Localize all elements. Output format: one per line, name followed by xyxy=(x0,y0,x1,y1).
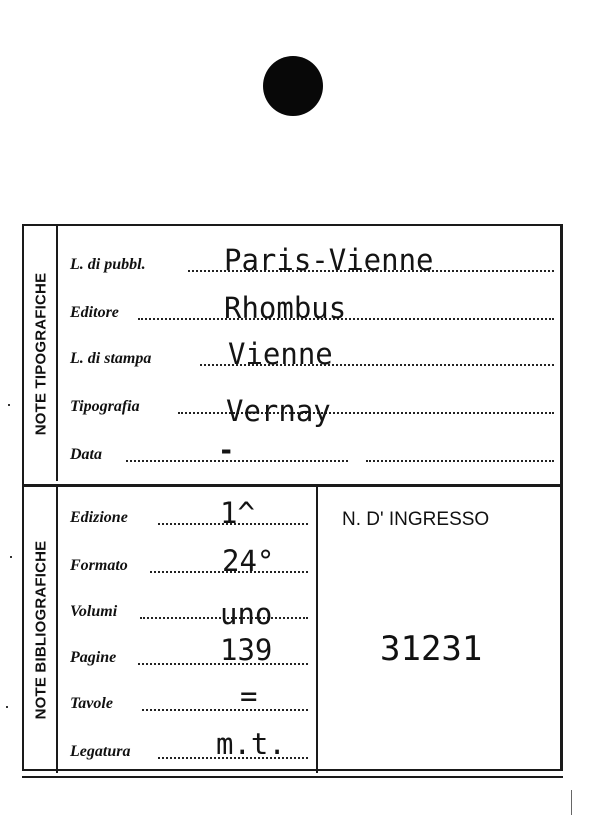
field-formato xyxy=(70,544,310,578)
field-label: Tipografia xyxy=(70,398,140,415)
field-value: 24° xyxy=(222,544,275,578)
field-label: Data xyxy=(70,446,102,463)
field-value: = xyxy=(240,679,258,713)
field-value: uno xyxy=(220,597,273,631)
card-bottom-rule xyxy=(22,776,563,778)
speck xyxy=(8,404,10,406)
speck xyxy=(10,556,12,558)
tipografiche-section-label: NOTE TIPOGRAFICHE xyxy=(32,272,50,435)
field-value: 1^ xyxy=(220,496,255,530)
field-edizione xyxy=(70,496,310,530)
ingresso-label: N. D' INGRESSO xyxy=(342,509,490,530)
bibliografiche-section-label: NOTE BIBLIOGRAFICHE xyxy=(32,540,50,720)
field-legatura xyxy=(70,727,310,763)
field-value: Vernay xyxy=(226,394,331,428)
dotted-line xyxy=(142,709,308,711)
field-value: Vienne xyxy=(228,337,333,371)
field-label: Volumi xyxy=(70,603,118,620)
field-volumi xyxy=(70,595,310,631)
column-divider xyxy=(316,487,318,773)
dotted-line xyxy=(366,460,554,462)
field-tipografia xyxy=(70,390,555,428)
field-label: Formato xyxy=(70,557,128,574)
speck xyxy=(571,790,572,815)
field-label: Edizione xyxy=(70,509,128,526)
field-luogo-stampa xyxy=(70,337,555,371)
field-editore xyxy=(70,291,555,325)
field-label: L. di pubbl. xyxy=(70,256,146,273)
field-label: Legatura xyxy=(70,743,131,760)
ingresso-number: 31231 xyxy=(380,629,483,669)
field-value: 139 xyxy=(220,633,273,667)
field-label: L. di stampa xyxy=(70,350,152,367)
tipografiche-section xyxy=(24,226,561,481)
field-pagine xyxy=(70,633,310,669)
field-value: ▬ xyxy=(222,443,231,459)
field-label: Pagine xyxy=(70,649,117,666)
bibliografiche-section xyxy=(24,484,561,773)
field-value: m.t. xyxy=(216,727,286,761)
field-tavole xyxy=(70,679,310,715)
bibliografiche-sidebar xyxy=(24,487,58,773)
catalog-card xyxy=(22,224,563,771)
field-label: Editore xyxy=(70,304,119,321)
field-label: Tavole xyxy=(70,695,113,712)
field-data xyxy=(70,438,555,466)
field-value: Rhombus xyxy=(224,291,347,325)
speck xyxy=(6,706,8,708)
tipografiche-sidebar xyxy=(24,226,58,481)
field-luogo-pubblicazione xyxy=(70,243,555,277)
punch-hole xyxy=(263,56,323,116)
field-value: Paris-Vienne xyxy=(224,243,434,277)
dotted-line xyxy=(126,460,348,462)
